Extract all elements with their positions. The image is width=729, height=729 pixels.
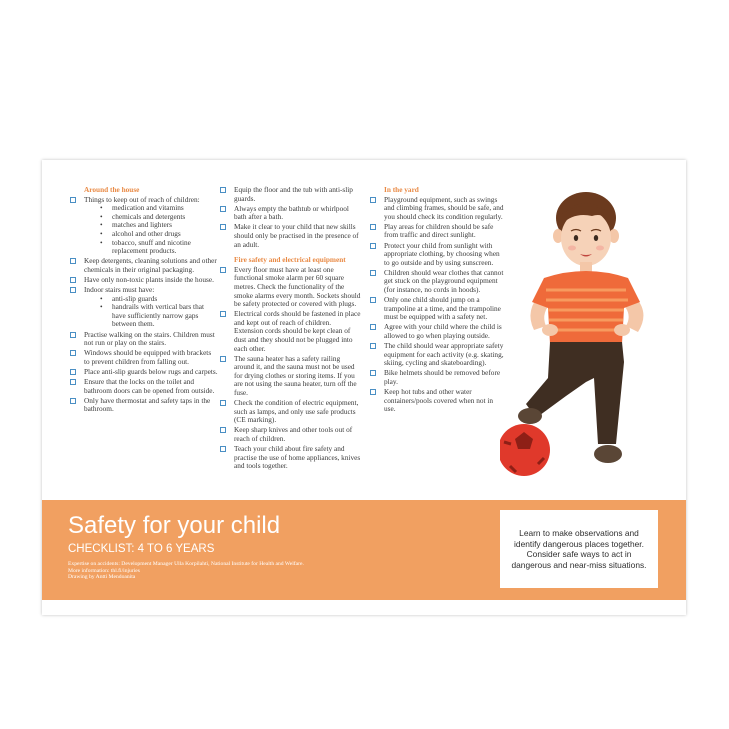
checklist-item-text: The sauna heater has a safety railing around it, and the sauna must not be used for drying clothes or storing items. If you are not using the sauna heater, turn off the fuse.: [234, 353, 357, 398]
checklist-item-text: Keep sharp knives and other tools out of reach of children.: [234, 425, 353, 444]
checkbox-icon[interactable]: [370, 343, 376, 349]
section-title-fire-safety: Fire safety and electrical equipment: [234, 255, 346, 265]
credit-line: Expertise on accidents: Development Manager Ulla Korpilahti, National Institute for Health and Welfare.: [68, 561, 304, 567]
checklist: [70, 196, 218, 414]
checklist-item: [370, 223, 506, 240]
column-around-the-house: [70, 186, 218, 415]
checklist-item-text: Things to keep out of reach of children:: [84, 194, 200, 204]
checklist-item-text: Ensure that the locks on the toilet and bathroom doors can be opened from outside.: [84, 376, 215, 395]
checklist-item: [70, 397, 218, 414]
checklist-item-text: Only one child should jump on a trampoline at a time, and the trampoline must be equipped with a safety net.: [384, 295, 501, 322]
column-in-the-yard: [370, 186, 506, 415]
checkbox-icon[interactable]: [220, 400, 226, 406]
checkbox-icon[interactable]: [220, 224, 226, 230]
checklist-item: [70, 378, 218, 395]
checklist-item: [370, 369, 506, 386]
checklist-item-text: Keep detergents, cleaning solutions and other chemicals in their original packaging.: [84, 256, 217, 274]
checklist-item-text: Only have thermostat and safety taps in the bathroom.: [84, 395, 211, 414]
checkbox-icon[interactable]: [70, 332, 76, 338]
checklist-item: [220, 399, 362, 425]
credits: [68, 561, 304, 581]
checkbox-icon[interactable]: [370, 297, 376, 303]
sub-list-item: • anti-slip guards: [100, 295, 218, 304]
checklist-item-text: Protect your child from sunlight with appropriate clothing, by choosing when to go outside and by using sunscreen.: [384, 240, 500, 267]
checkbox-icon[interactable]: [220, 267, 226, 273]
page-title: Safety for your child: [68, 512, 281, 539]
checklist-item: [220, 186, 362, 203]
checklist-item: [220, 223, 362, 249]
tip-text: Learn to make observations and identify dangerous places together. Consider safe ways to act in dangerous and near-miss situations.: [511, 528, 647, 570]
checklist-item-text: Make it clear to your child that new skills should only be practised in the presence of an adult.: [234, 222, 359, 249]
checklist-item-text: Practise walking on the stairs. Children must not run or play on the stairs.: [84, 329, 215, 348]
checklist-item-text: Windows should be equipped with brackets to prevent children from falling out.: [84, 348, 212, 366]
page-subtitle: CHECKLIST: 4 TO 6 YEARS: [68, 543, 215, 555]
checklist-item-text: Every floor must have at least one functional smoke alarm per 60 square metres. Check the functionality of the smoke alarms every month. Sockets should be safety protected or covered with plugs.: [234, 264, 361, 309]
sub-list-item: • matches and lighters: [100, 221, 218, 230]
checklist: [370, 196, 506, 414]
title-banner: [42, 500, 686, 600]
tip-box: [500, 510, 658, 588]
checklist-item: [220, 310, 362, 353]
boy-with-ball-icon: [500, 182, 668, 482]
checklist-item: [370, 296, 506, 322]
checklist-item-text: Bike helmets should be removed before play.: [384, 368, 501, 386]
checklist-item: [70, 276, 218, 285]
checklist-item: [370, 342, 506, 368]
checklist-item: [220, 445, 362, 471]
checklist-item: [220, 266, 362, 309]
checkbox-icon[interactable]: [370, 243, 376, 249]
checklist-item-text: Keep hot tubs and other water containers/pools covered when not in use.: [384, 387, 494, 414]
checklist-item: [70, 257, 218, 274]
checklist-item-text: Agree with your child where the child is allowed to go when playing outside.: [384, 322, 502, 340]
sub-list: [84, 295, 218, 329]
checklist-item-text: Children should wear clothes that cannot get stuck on the playground equipment (for instance, no cords in hoods).: [384, 267, 504, 295]
checklist-item: [370, 388, 506, 414]
checkbox-icon[interactable]: [370, 370, 376, 376]
checkbox-icon[interactable]: [220, 356, 226, 362]
checklist-item: [370, 196, 506, 222]
checkbox-icon[interactable]: [220, 206, 226, 212]
credit-line: More information: thl.fi/injuries: [68, 567, 140, 574]
checkbox-icon[interactable]: [70, 258, 76, 264]
checklist-item: [70, 286, 218, 329]
section-title-in-the-yard: In the yard: [384, 185, 419, 194]
sub-list: [84, 204, 218, 256]
checklist-item-text: The child should wear appropriate safety equipment for each activity (e.g. skating, skiing, cycling and skateboarding).: [384, 341, 504, 368]
checklist-item: [220, 426, 362, 443]
checklist-item: [370, 242, 506, 268]
checklist-item-text: Place anti-slip guards below rugs and carpets.: [84, 366, 218, 376]
checklist-item-text: Always empty the bathtub or whirlpool bath after a bath.: [234, 203, 349, 222]
checklist-item: [70, 349, 218, 366]
checkbox-icon[interactable]: [220, 311, 226, 317]
checklist-item-text: Have only non-toxic plants inside the house.: [84, 274, 214, 284]
checklist-item: [370, 269, 506, 295]
checkbox-icon[interactable]: [370, 197, 376, 203]
checkbox-icon[interactable]: [70, 350, 76, 356]
checkbox-icon[interactable]: [220, 427, 226, 433]
checklist: [220, 266, 362, 471]
checklist-card: [42, 160, 686, 615]
checkbox-icon[interactable]: [70, 398, 76, 404]
checkbox-icon[interactable]: [370, 224, 376, 230]
checklist-item-text: Indoor stairs must have:: [84, 285, 155, 295]
checklist-item-text: Equip the floor and the tub with anti-slip guards.: [234, 185, 353, 203]
sub-list-item: • medication and vitamins: [100, 204, 218, 213]
checklist-item: [220, 355, 362, 398]
checklist-item: [370, 323, 506, 340]
checkbox-icon[interactable]: [70, 277, 76, 283]
section-title-around-the-house: Around the house: [84, 185, 140, 194]
checkbox-icon[interactable]: [220, 187, 226, 193]
sub-list-item: • alcohol and other drugs: [100, 230, 218, 239]
checkbox-icon[interactable]: [370, 270, 376, 276]
checkbox-icon[interactable]: [70, 197, 76, 203]
checklist-item: [70, 331, 218, 348]
checkbox-icon[interactable]: [70, 369, 76, 375]
sub-list-item: • handrails with vertical bars that have sufficiently narrow gaps between them.: [100, 303, 218, 329]
checklist-item: [220, 205, 362, 222]
checkbox-icon[interactable]: [370, 324, 376, 330]
checklist-item-text: Check the condition of electric equipment, such as lamps, and only use safe products (CE marking).: [234, 398, 359, 425]
checklist-item-text: Play areas for children should be safe from traffic and direct sunlight.: [384, 221, 494, 240]
checklist-item-text: Teach your child about fire safety and practise the use of home appliances, knives and tools together.: [234, 444, 361, 471]
column-fire-safety: [220, 186, 362, 472]
credit-line: Drawing by Antti Mendoanita: [68, 574, 136, 581]
checkbox-icon[interactable]: [370, 389, 376, 395]
checklist-item: [70, 196, 218, 256]
checkbox-icon[interactable]: [220, 446, 226, 452]
checklist-item: [70, 368, 218, 377]
checklist-item-text: Playground equipment, such as swings and climbing frames, should be safe, and you should check its condition regularly.: [384, 194, 504, 221]
checklist-item-text: Electrical cords should be fastened in place and kept out of reach of children. Extension cords should be kept clean of dust and they should not be plugged into each other.: [234, 309, 361, 353]
sub-list-item: • chemicals and detergents: [100, 213, 218, 222]
checkbox-icon[interactable]: [70, 287, 76, 293]
sub-list-item: • tobacco, snuff and nicotine replacement products.: [100, 239, 218, 256]
checklist: [220, 186, 362, 249]
checkbox-icon[interactable]: [70, 379, 76, 385]
